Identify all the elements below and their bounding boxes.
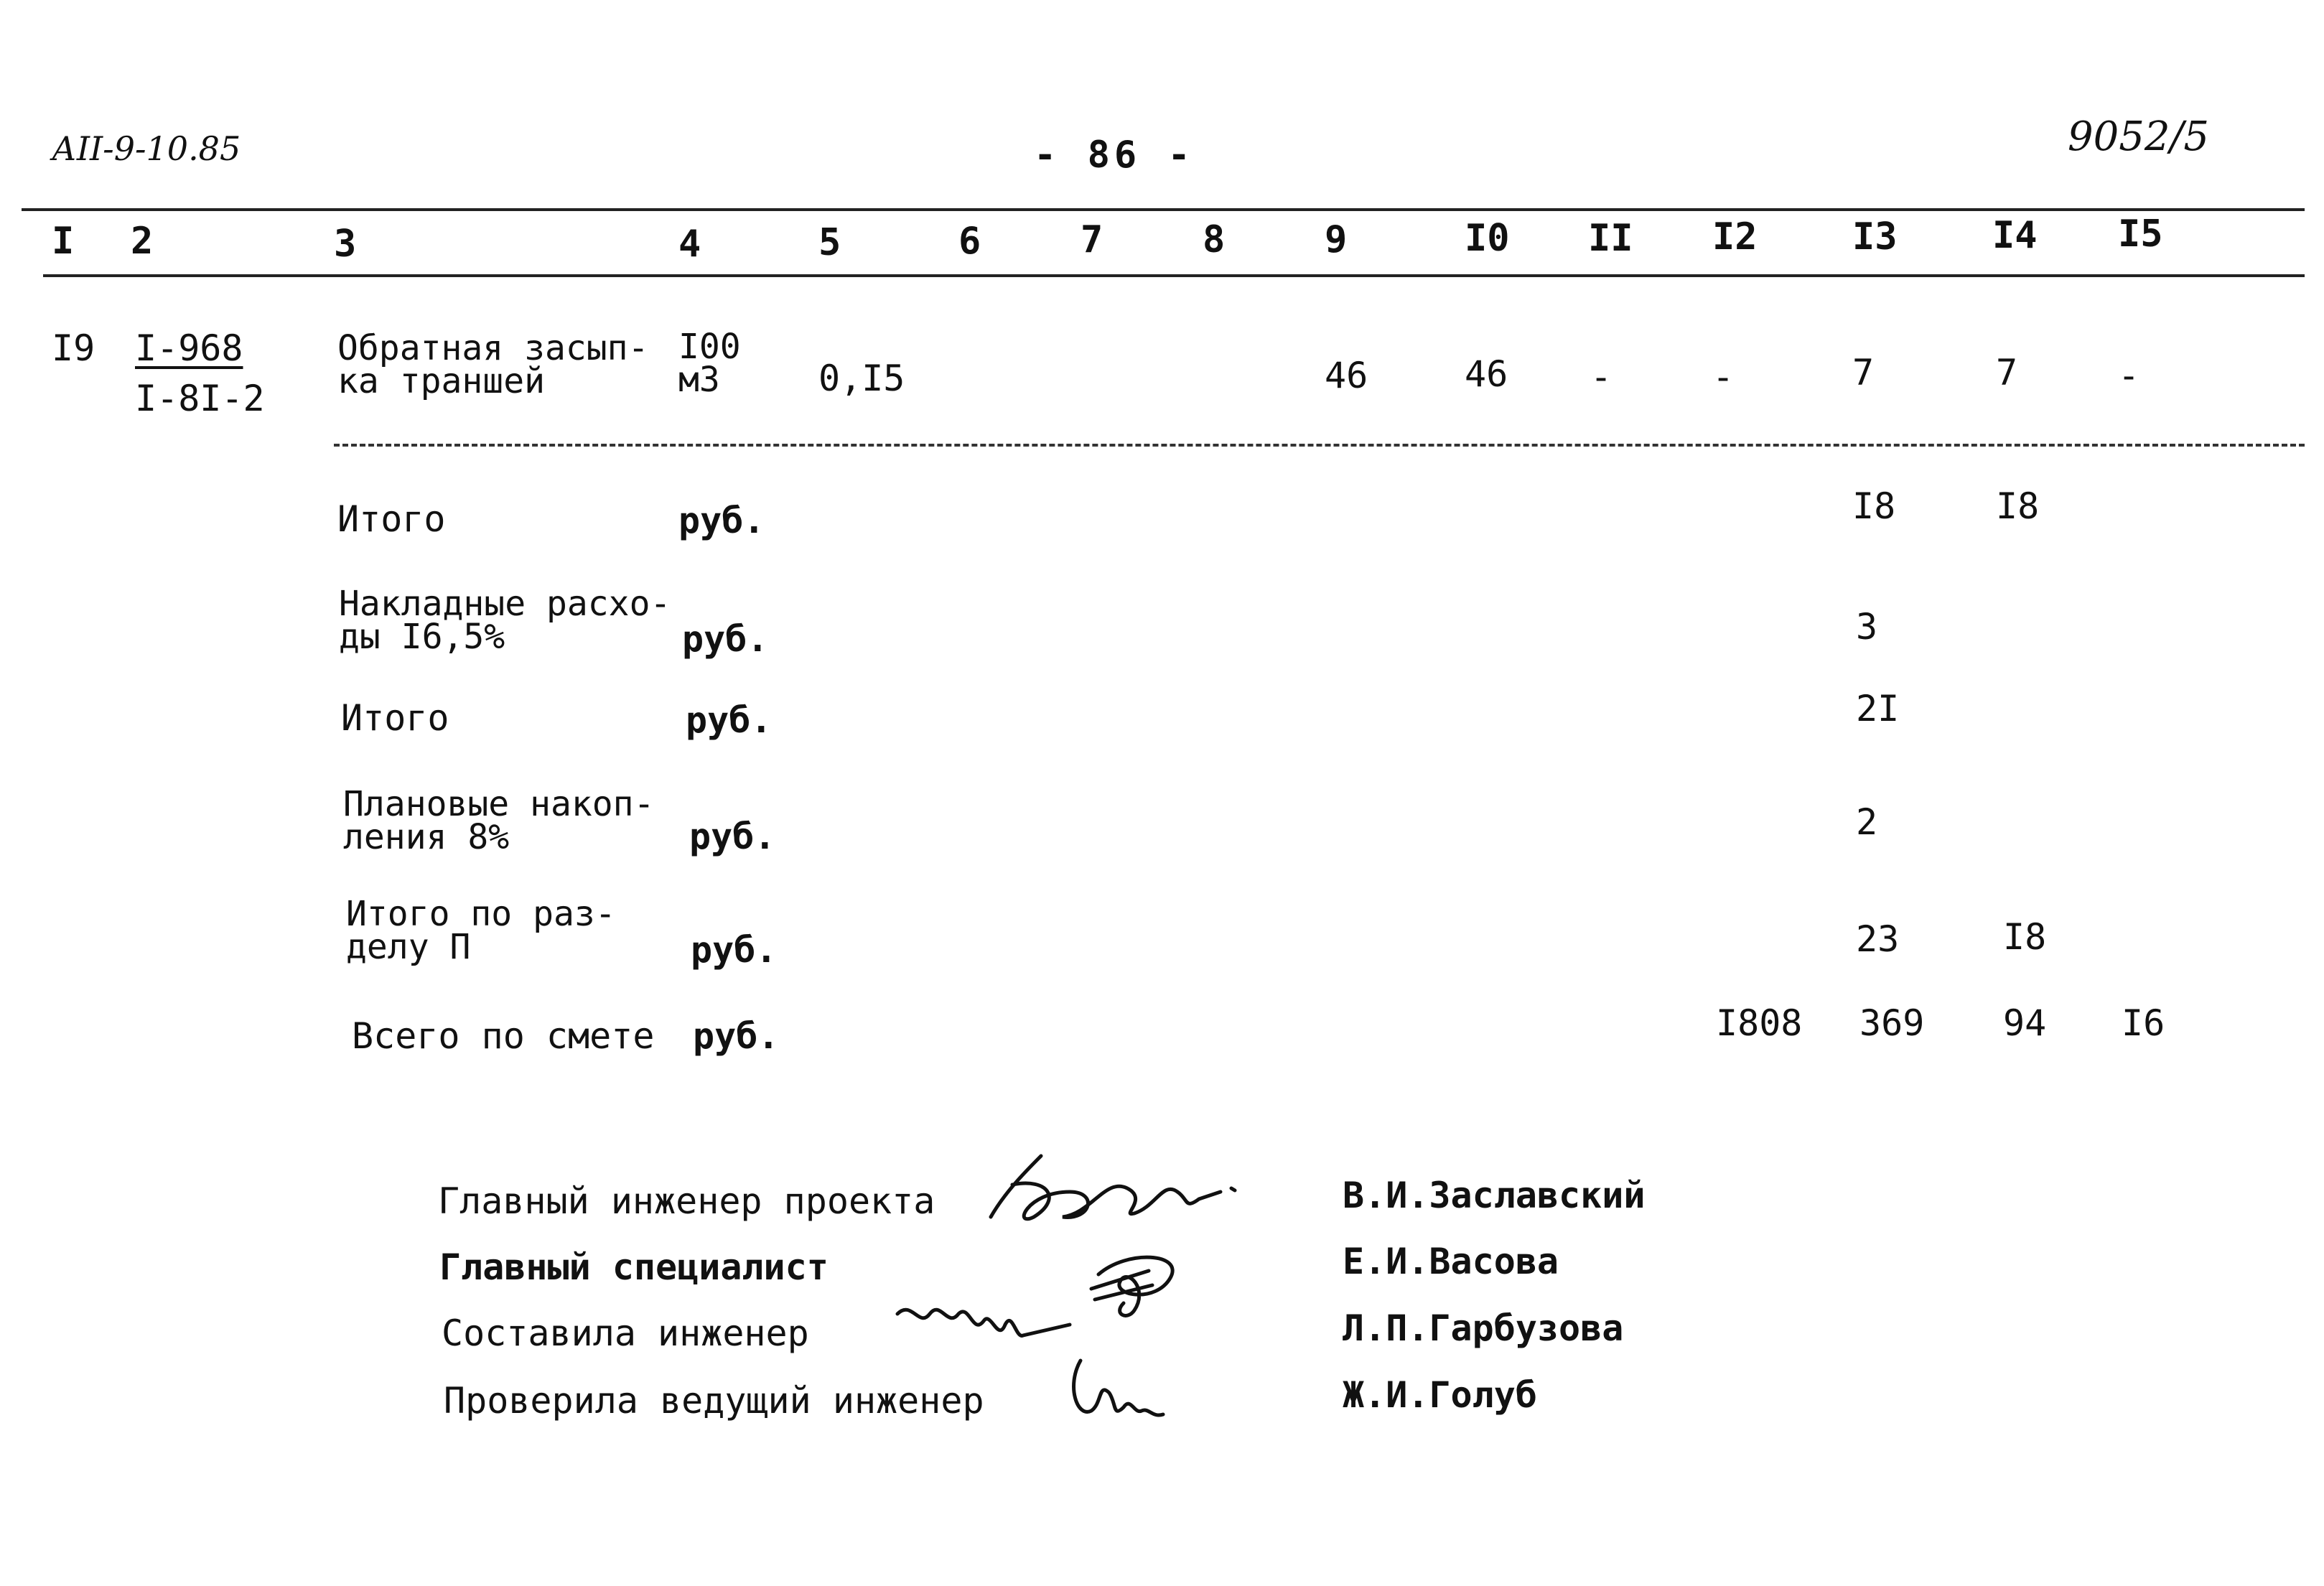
table-top-rule (22, 208, 2305, 211)
col-header: 7 (1081, 218, 1103, 261)
summary-unit: руб. (689, 816, 776, 857)
signature-role: Проверила ведущий инженер (444, 1380, 984, 1422)
summary-col-14: I8 (2003, 916, 2047, 958)
col-header: I0 (1465, 217, 1510, 260)
summary-label: Итого (341, 697, 449, 739)
summary-unit: руб. (693, 1015, 780, 1057)
item-unit: I00 м3 (678, 327, 741, 400)
summary-label: Итого (337, 498, 446, 540)
summary-label: Накладные расхо- ды I6,5% (339, 584, 671, 657)
sheet-id: 9052/5 (2068, 113, 2210, 160)
summary-col-13: 369 (1859, 1002, 1925, 1044)
header-bottom-rule (43, 274, 2305, 277)
summary-col-13: 3 (1856, 606, 1878, 648)
item-name: Обратная засып- ка траншей (337, 328, 649, 401)
item-number: I9 (52, 327, 95, 369)
handwritten-signature-chief-specialist (1084, 1246, 1192, 1325)
summary-label: Всего по смете (352, 1015, 655, 1057)
col-header: II (1588, 217, 1633, 260)
signature-role: Составила инженер (442, 1312, 809, 1354)
handwritten-signature-chief-engineer (984, 1149, 1256, 1235)
summary-label: Плановые накоп- ления 8% (343, 784, 655, 857)
summary-col-15: I6 (2122, 1002, 2165, 1044)
page-number: - 86 - (1034, 134, 1195, 177)
signature-name: В.И.Заславский (1343, 1175, 1646, 1216)
col-header: I2 (1712, 215, 1758, 258)
summary-col-14: 94 (2003, 1002, 2047, 1044)
col-header: I (52, 220, 75, 263)
handwritten-signature-engineer (890, 1285, 1077, 1357)
col-header: 3 (334, 223, 357, 266)
signature-name: Ж.И.Голуб (1343, 1374, 1537, 1416)
summary-label: Итого по раз- делу П (346, 894, 616, 967)
col-header: 6 (958, 220, 981, 263)
summary-col-13: 2I (1856, 688, 1900, 729)
summary-unit: руб. (691, 929, 778, 971)
summary-unit: руб. (682, 618, 769, 660)
signature-role: Главный специалист (439, 1246, 829, 1288)
item-separator-rule (334, 444, 2305, 447)
item-col-15: - (2118, 355, 2140, 396)
item-code-bottom: I-8I-2 (135, 378, 265, 419)
summary-col-13: 2 (1856, 801, 1878, 843)
summary-col-13: I8 (1852, 485, 1896, 527)
item-col-14: 7 (1996, 352, 2018, 393)
col-header: I4 (1992, 214, 2038, 257)
summary-unit: руб. (686, 699, 773, 741)
item-quantity: 0,I5 (818, 358, 905, 399)
col-header: 4 (678, 223, 701, 266)
handwritten-signature-lead-engineer (1063, 1350, 1170, 1429)
summary-col-13: 23 (1856, 918, 1900, 960)
item-col-12: - (1712, 356, 1735, 398)
summary-unit: руб. (678, 500, 765, 541)
item-code-top: I-968 (135, 327, 243, 369)
item-col-13: 7 (1852, 352, 1875, 393)
signature-role: Главный инженер проекта (438, 1180, 935, 1222)
col-header: 5 (818, 221, 841, 264)
item-col-10: 46 (1465, 353, 1508, 395)
item-col-11: - (1590, 356, 1613, 398)
signature-name: Л.П.Гарбузова (1343, 1307, 1624, 1349)
col-header: 8 (1203, 218, 1226, 261)
col-header: 2 (131, 220, 154, 263)
item-col-9: 46 (1325, 355, 1368, 396)
col-header: I3 (1852, 215, 1898, 258)
summary-col-12: I808 (1716, 1002, 1803, 1044)
summary-col-14: I8 (1996, 485, 2040, 527)
signature-name: Е.И.Васова (1343, 1241, 1559, 1282)
document-code: АII-9-10.85 (52, 129, 241, 168)
col-header: 9 (1325, 218, 1348, 261)
col-header: I5 (2118, 213, 2163, 256)
